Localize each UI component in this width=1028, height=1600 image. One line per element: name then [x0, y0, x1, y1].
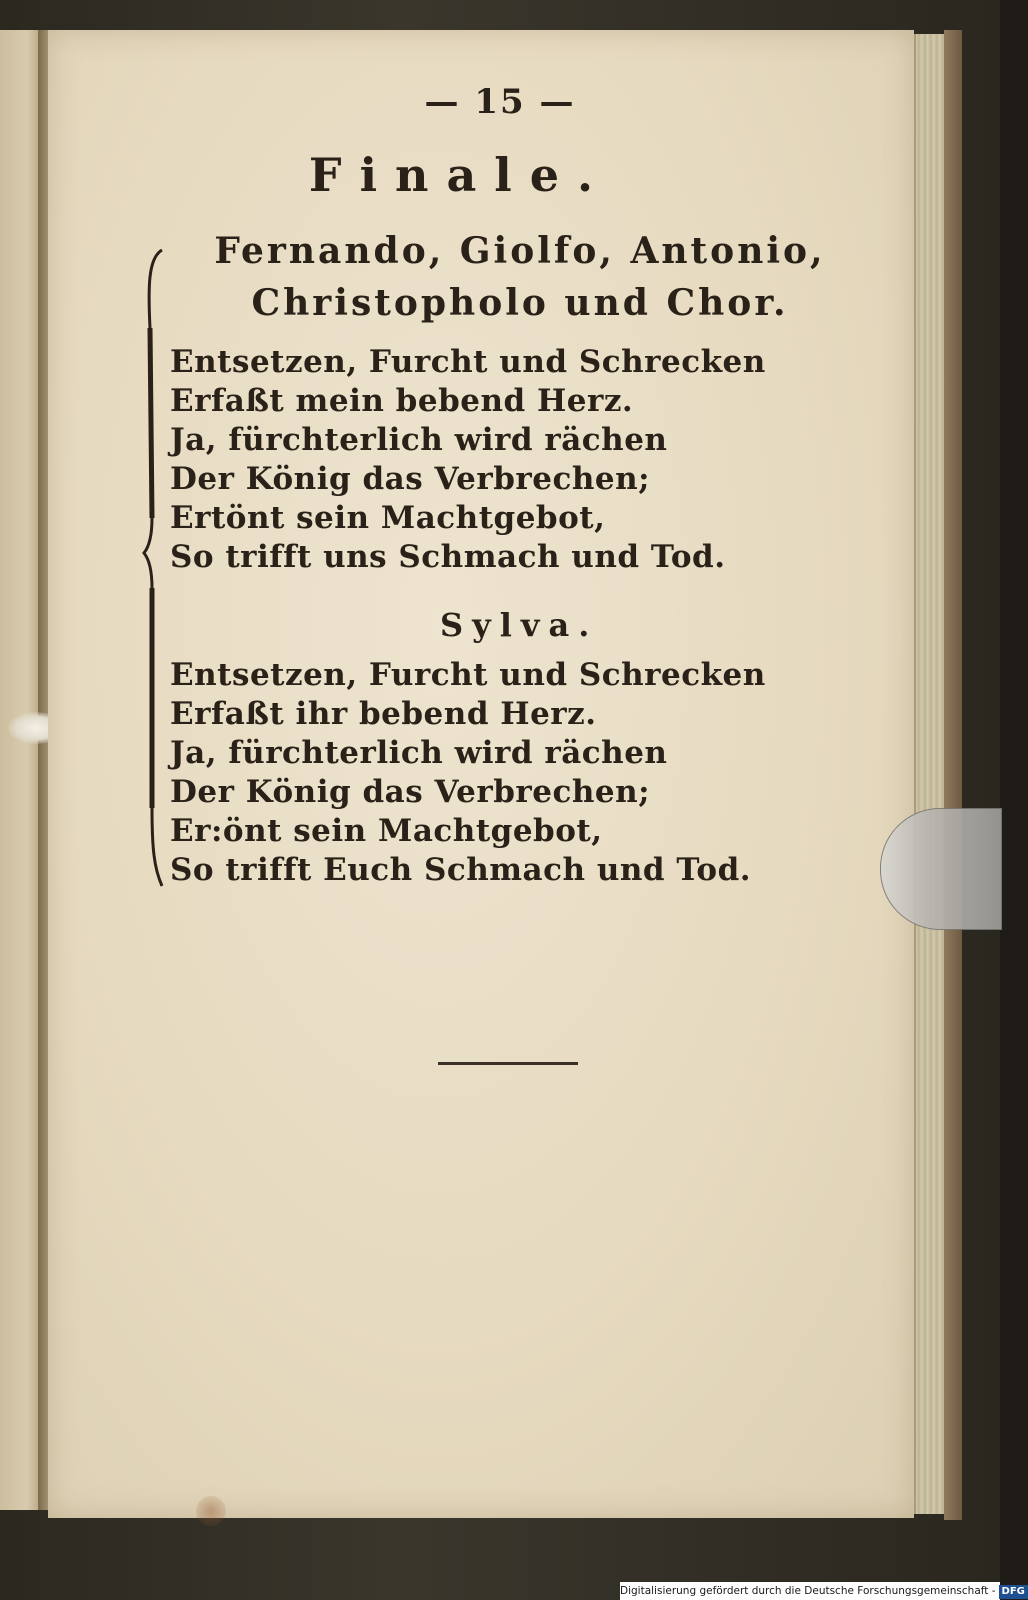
verse-line: So trifft uns Schmach und Tod. — [170, 539, 726, 575]
curly-brace — [142, 248, 166, 888]
book-cover-edge — [944, 30, 962, 1520]
end-rule — [438, 1062, 578, 1065]
dfg-logo: DFG — [999, 1585, 1028, 1599]
credit-text: Digitalisierung gefördert durch die Deutsche Forschungsgemeinschaft - — [620, 1585, 996, 1597]
verse-line: Ertönt sein Machtgebot, — [170, 500, 606, 536]
verse-line: Der König das Verbrechen; — [170, 774, 651, 810]
cast-line-2: Christopholo und Chor. — [251, 282, 789, 324]
page-stain — [196, 1496, 226, 1526]
verse-line: Erfaßt ihr bebend Herz. — [170, 696, 597, 732]
verse-line: Entsetzen, Furcht und Schrecken — [170, 344, 766, 380]
verse-line: Er:önt sein Machtgebot, — [170, 813, 603, 849]
verse-line: So trifft Euch Schmach und Tod. — [170, 852, 752, 888]
stanza-sylva — [170, 656, 766, 890]
speaker-name: Sylva. — [440, 606, 599, 644]
verse-line: Entsetzen, Furcht und Schrecken — [170, 657, 766, 693]
verse-line: Der König das Verbrechen; — [170, 461, 651, 497]
verse-line: Erfaßt mein bebend Herz. — [170, 383, 634, 419]
section-heading: Finale. — [308, 148, 612, 202]
previous-page-edge — [0, 30, 41, 1510]
verse-line: Ja, fürchterlich wird rächen — [170, 422, 668, 458]
cast-line-1: Fernando, Giolfo, Antonio, — [214, 230, 826, 272]
page-number: — 15 — — [424, 82, 576, 122]
stanza-chorus — [170, 343, 766, 577]
page-clip — [880, 808, 1002, 930]
digitization-credit — [620, 1582, 1025, 1600]
verse-line: Ja, fürchterlich wird rächen — [170, 735, 668, 771]
